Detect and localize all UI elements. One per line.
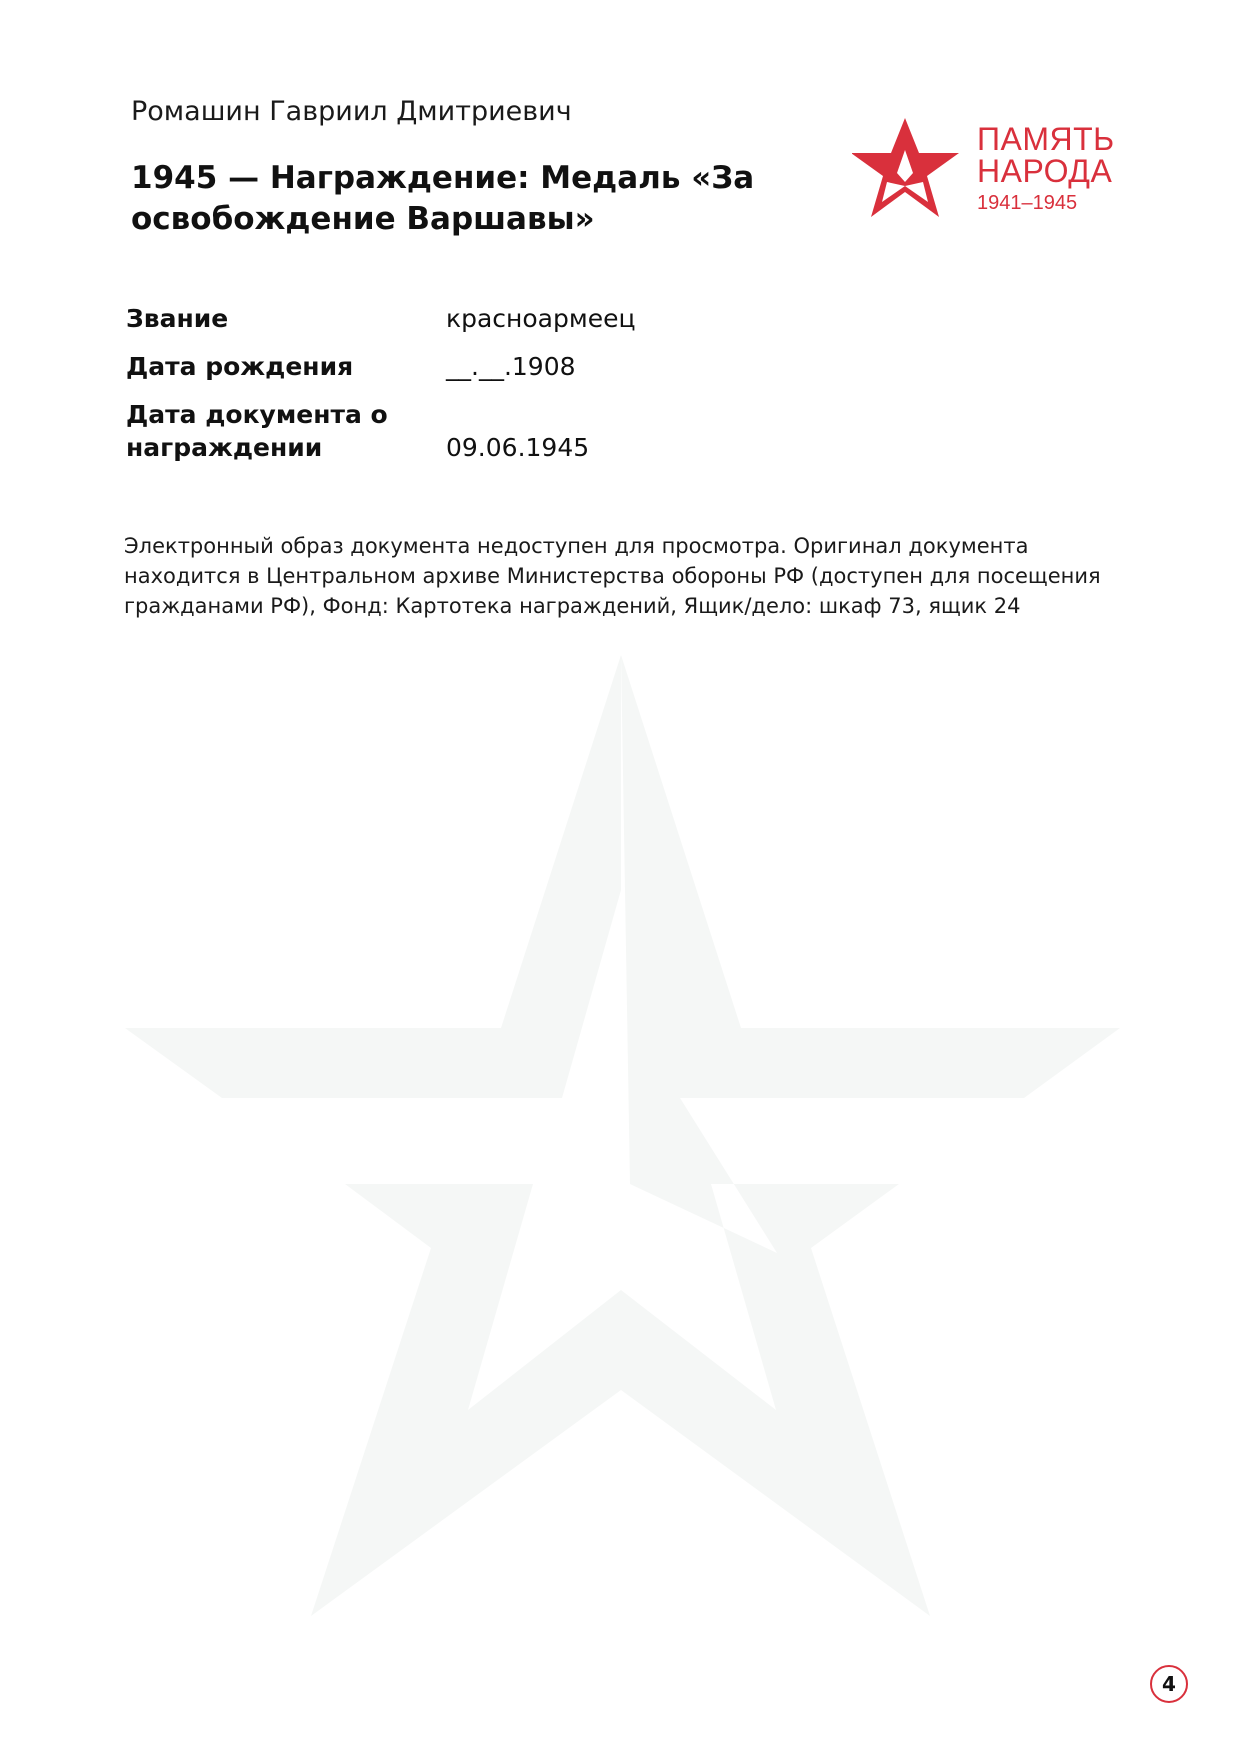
field-label-rank: Звание [126,304,229,333]
field-label-document-date: Дата документа о награждении [126,400,388,462]
logo-title-line1: ПАМЯТЬ [977,121,1115,157]
page-number: 4 [1150,1665,1188,1703]
person-name: Ромашин Гавриил Дмитриевич [131,96,572,127]
archive-note: Электронный образ документа недоступен для просмотра. Оригинал документа находится в Центральном архиве Министерства обороны РФ (доступен для посещения гражданами РФ), Фонд: Картотека награждений, Ящик/дело: шкаф 73, ящик 24 [124,534,1101,618]
pamyat-naroda-logo [852,116,1122,221]
field-value-rank: красноармеец [446,304,636,333]
document-title: 1945 — Награждение: Медаль «За освобождение Варшавы» [131,160,755,237]
field-value-birth-date: __.__.1908 [446,352,576,381]
logo-years: 1941–1945 [977,192,1078,214]
field-value-document-date: 09.06.1945 [446,433,590,462]
field-label-birth-date: Дата рождения [126,352,354,381]
red-star-icon [852,116,962,221]
logo-title-line2: НАРОДА [977,153,1113,189]
